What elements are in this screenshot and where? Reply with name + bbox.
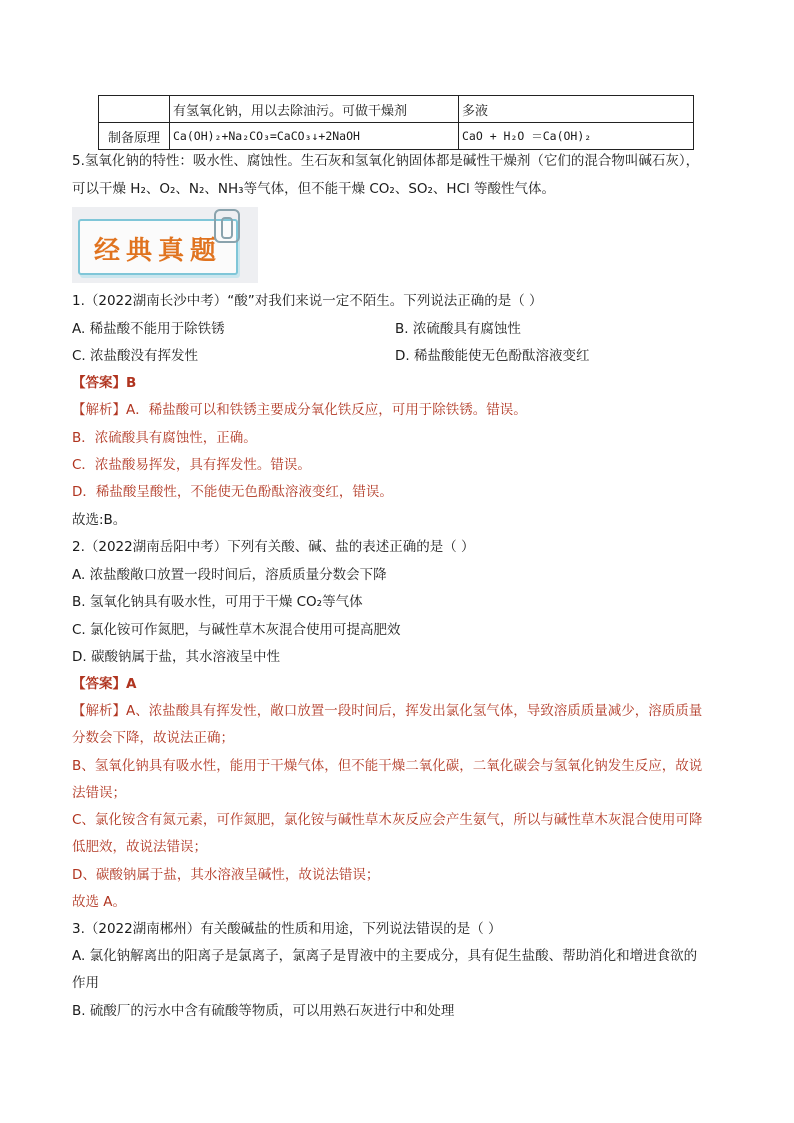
option-a: A. 浓盐酸敞口放置一段时间后，溶质质量分数会下降	[72, 567, 387, 583]
explanation-line: 【解析】A、浓盐酸具有挥发性，敞口放置一段时间后，挥发出氯化氢气体，导致溶质质量减少，溶质质量	[72, 703, 703, 719]
explanation-line: 【解析】A．稀盐酸可以和铁锈主要成分氧化铁反应，可用于除铁锈。错误。	[72, 402, 527, 418]
option-a-continued: 作用	[72, 975, 99, 991]
table-cell: Ca(OH)₂+Na₂CO₃=CaCO₃↓+2NaOH	[170, 123, 459, 150]
table-cell: 多液	[459, 96, 694, 123]
properties-table	[98, 95, 694, 150]
option-d: D. 稀盐酸能使无色酚酞溶液变红	[395, 348, 590, 364]
table-row	[99, 96, 694, 123]
table-row	[99, 123, 694, 150]
table-cell-empty	[99, 96, 170, 123]
paperclip-icon	[214, 209, 240, 243]
explanation-line: 低肥效，故说法错误；	[72, 839, 207, 855]
question-stem: 3.（2022湖南郴州）有关酸碱盐的性质和用途，下列说法错误的是（ ）	[72, 921, 502, 937]
option-a: A. 稀盐酸不能用于除铁锈	[72, 321, 225, 337]
answer-label: 【答案】A	[72, 676, 137, 692]
explanation-line: D、碳酸钠属于盐，其水溶液呈碱性，故说法错误；	[72, 867, 380, 883]
option-a: A. 氯化钠解离出的阳离子是氯离子，氯离子是胃液中的主要成分，具有促生盐酸、帮助消化和增进食欲的	[72, 948, 698, 964]
section-banner	[72, 207, 258, 283]
explanation-line: C．浓盐酸易挥发，具有挥发性。错误。	[72, 457, 311, 473]
table-cell: CaO + H₂O ＝Ca(OH)₂	[459, 123, 694, 150]
explanation-line: C、氯化铵含有氮元素，可作氮肥，氯化铵与碱性草木灰反应会产生氨气，所以与碱性草木灰混合使用可降	[72, 812, 703, 828]
question-stem: 1.（2022湖南长沙中考）“酸”对我们来说一定不陌生。下列说法正确的是（ ）	[72, 293, 543, 309]
option-b: B. 氢氧化钠具有吸水性，可用于干燥 CO₂等气体	[72, 594, 363, 610]
explanation-line: 法错误；	[72, 785, 126, 801]
conclusion: 故选:B。	[72, 512, 127, 528]
table-row-header: 制备原理	[99, 123, 170, 150]
explanation-line: B、氢氧化钠具有吸水性，能用于干燥气体，但不能干燥二氧化碳，二氧化碳会与氢氧化钠发生反应，故说	[72, 758, 703, 774]
note-line: 可以干燥 H₂、O₂、N₂、NH₃等气体，但不能干燥 CO₂、SO₂、HCl 等酸性气体。	[72, 181, 556, 197]
explanation-line: D．稀盐酸呈酸性，不能使无色酚酞溶液变红，错误。	[72, 484, 393, 500]
banner-title: 经典真题	[94, 236, 223, 266]
table-cell: 有氢氧化钠，用以去除油污。可做干燥剂	[170, 96, 459, 123]
option-b: B. 硫酸厂的污水中含有硫酸等物质，可以用熟石灰进行中和处理	[72, 1003, 455, 1019]
explanation-line: B．浓硫酸具有腐蚀性，正确。	[72, 430, 257, 446]
conclusion: 故选 A。	[72, 894, 127, 910]
answer-label: 【答案】B	[72, 375, 137, 391]
option-c: C. 浓盐酸没有挥发性	[72, 348, 199, 364]
note-line: 5.氢氧化钠的特性：吸水性、腐蚀性。生石灰和氢氧化钠固体都是碱性干燥剂（它们的混合物叫碱石灰），	[72, 153, 700, 169]
explanation-line: 分数会下降，故说法正确；	[72, 730, 234, 746]
option-c: C. 氯化铵可作氮肥，与碱性草木灰混合使用可提高肥效	[72, 622, 401, 638]
option-b: B. 浓硫酸具有腐蚀性	[395, 321, 521, 337]
option-d: D. 碳酸钠属于盐，其水溶液呈中性	[72, 649, 280, 665]
question-stem: 2.（2022湖南岳阳中考）下列有关酸、碱、盐的表述正确的是（ ）	[72, 539, 475, 555]
